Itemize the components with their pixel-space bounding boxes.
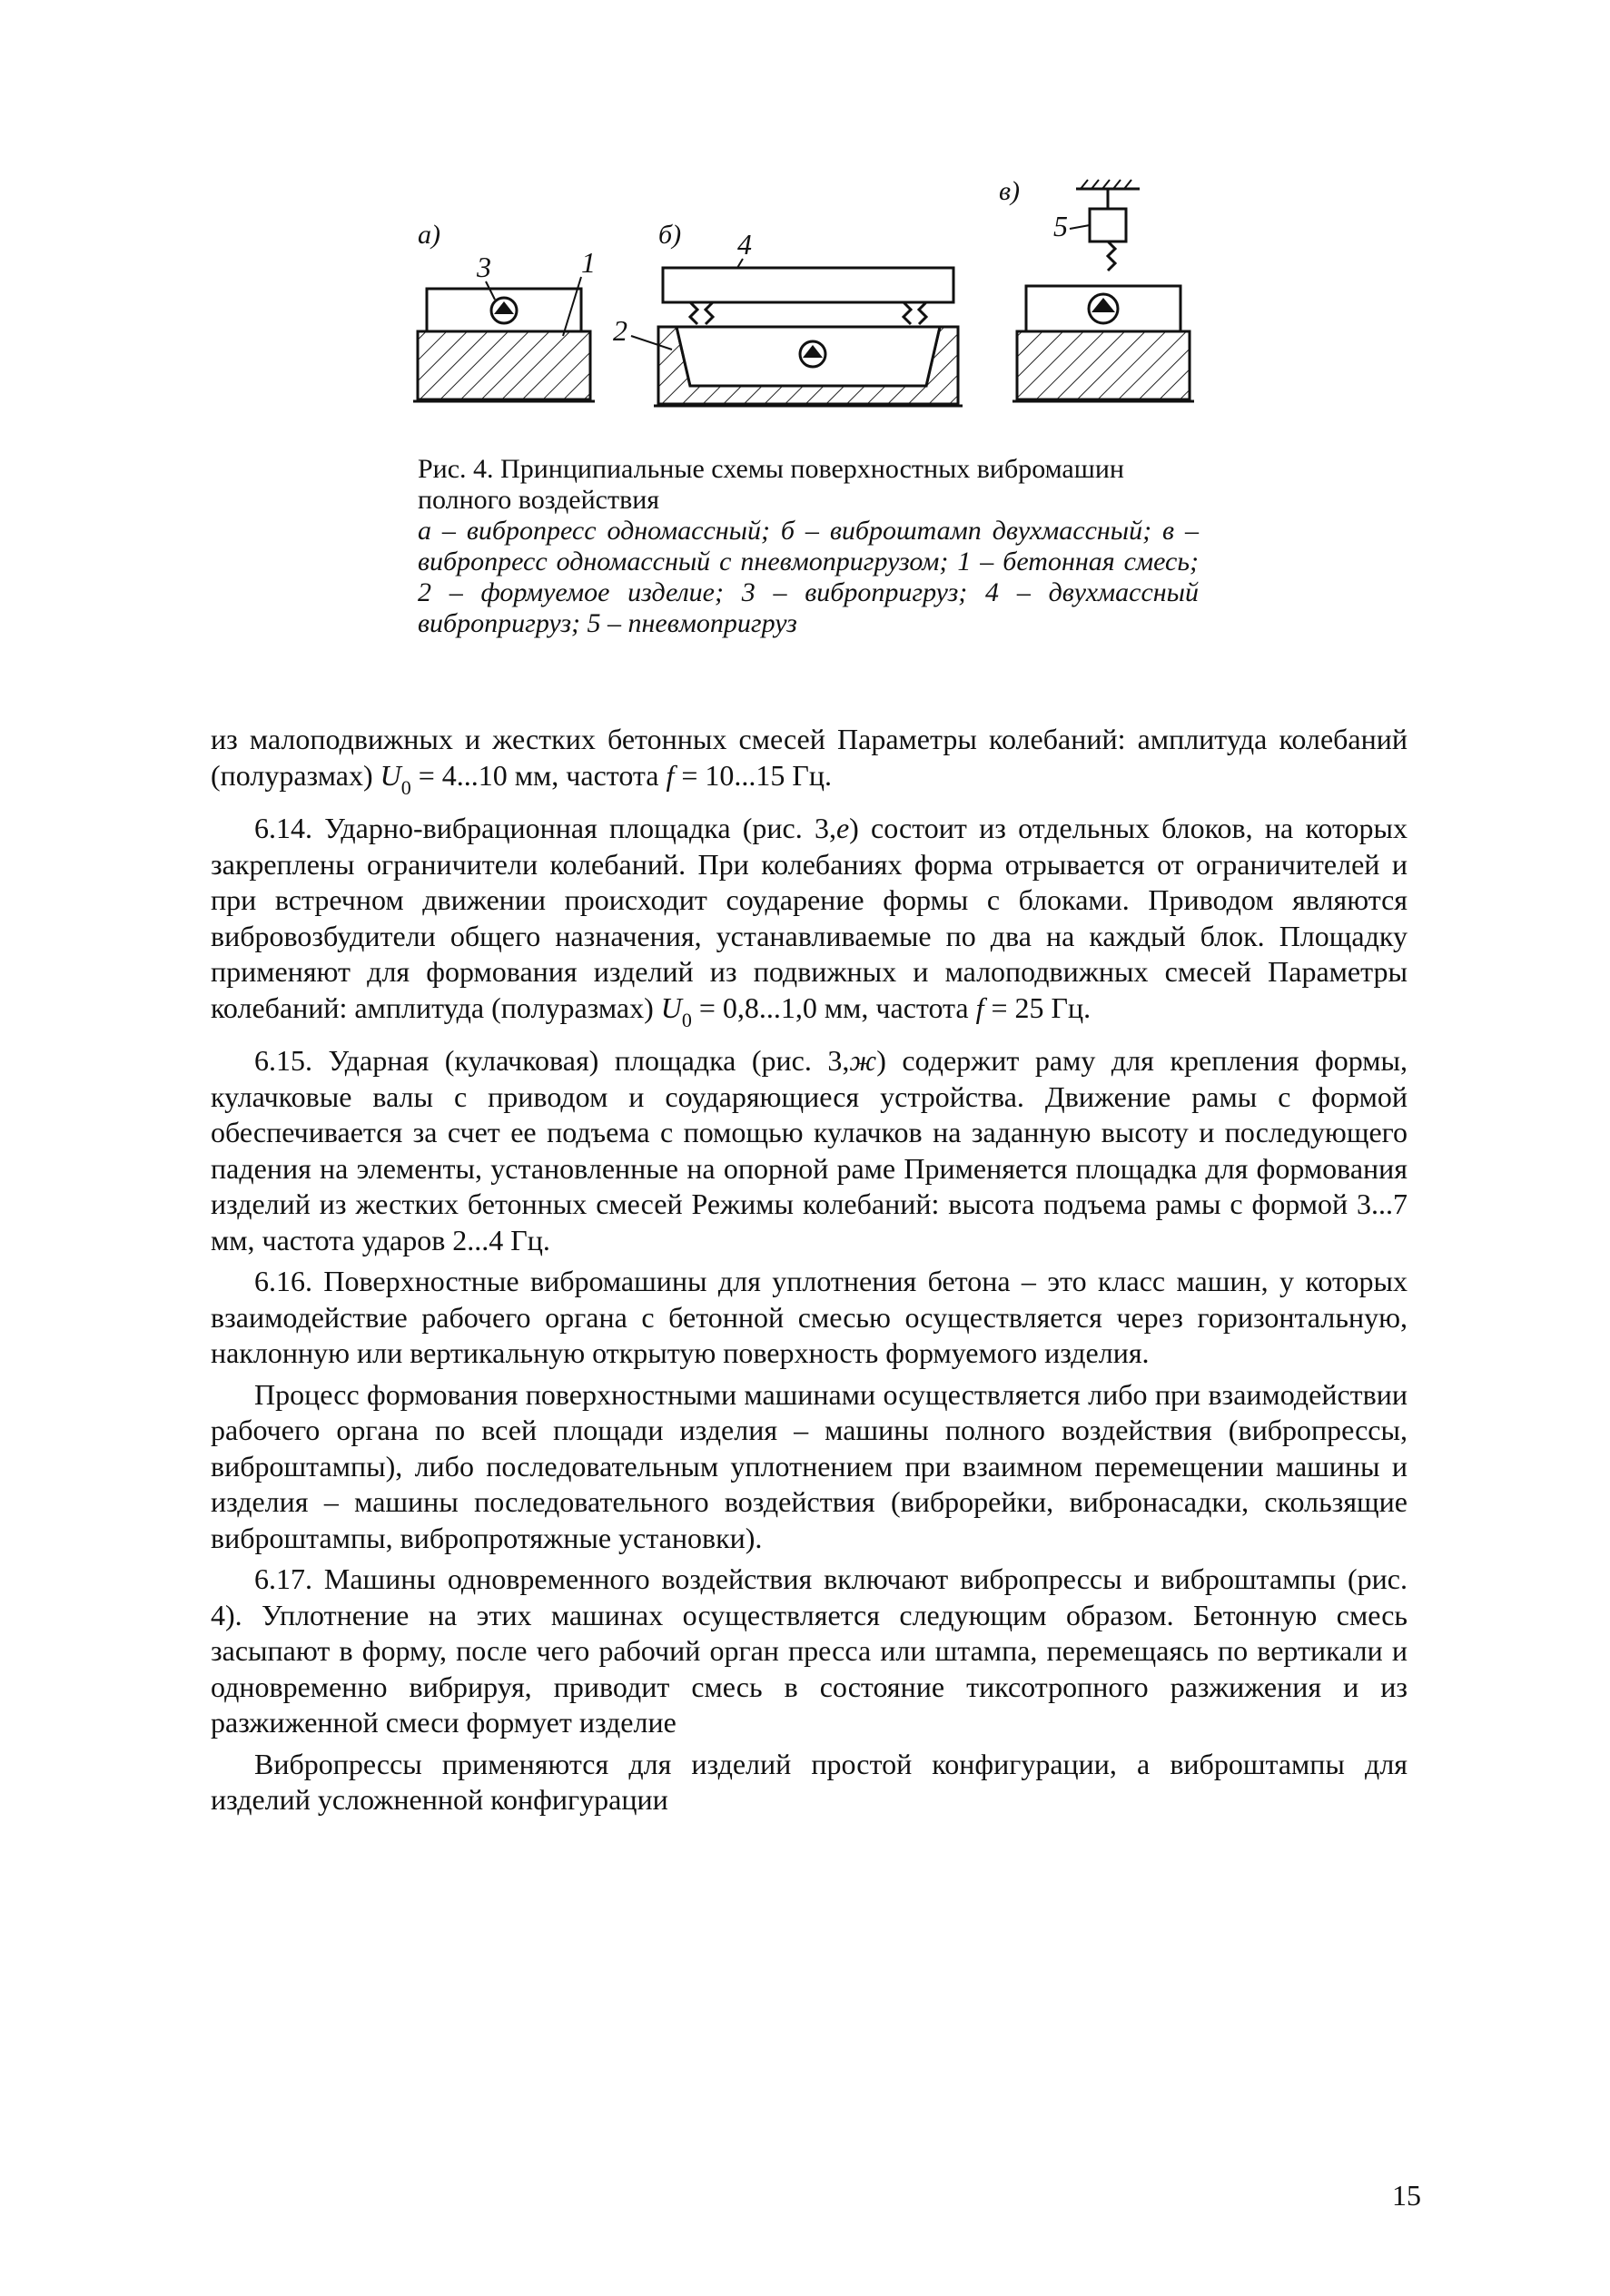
caption-title: Рис. 4. Принципиальные схемы поверхностных вибромашин полного воздействия [418,454,1124,515]
part-number-1: 1 [581,246,596,279]
text-span: ) содержит раму для крепления формы, кулачковые валы с приводом и соударяющиеся устройства. Движение рамы с формой обеспечивается за счет ее подъема с помощью кулачков на заданную высоту и последующего падения на элементы, установленные на опорной раме Применяется площадка для формования изделий из жестких бетонных смесей Режимы колебаний: высота подъема рамы с формой 3...7 мм, частота ударов 2...4 Гц. [211,1044,1408,1256]
panel-b [613,220,963,406]
figure-ref-letter: е [835,812,850,844]
figure-caption [418,454,1199,639]
paragraph-process: Процесс формования поверхностными машинами осуществляется либо при взаимодействии рабочего органа по всей площади изделия – машины полного воздействия (вибропрессы, виброштампы), либо последовательным уплотнением при взаимном перемещении машины и изделия – машины последовательного воздействия (виброрейки, вибронасадки, скользящие виброштампы, вибропротяжные установки). [211,1377,1408,1554]
leader-line [1070,225,1090,229]
panel-a [413,220,596,401]
text-span: = 10...15 Гц. [674,758,833,792]
paragraph-6-14 [211,811,1408,1038]
body-text [211,722,1408,1818]
spring-icon [1108,241,1115,271]
figure-drawing [400,172,1253,445]
text-span: = 25 Гц. [983,990,1091,1024]
symbol-u: U [380,758,401,792]
text-span: 6.15. Ударная (кулачковая) площадка (рис. 3, [254,1044,850,1077]
spring-right-icon [904,302,926,324]
pneumatic-cylinder [1090,209,1126,241]
figure-ref-letter: ж [849,1044,877,1077]
spring-left-icon [690,302,713,324]
symbol-f: f [666,758,675,792]
part-number-3: 3 [477,251,491,283]
panel-label-a: а) [418,220,440,250]
part-number-2: 2 [613,314,627,347]
text-span: = 0,8...1,0 мм, частота [691,990,976,1024]
figure-vibromachine-schemes [400,172,1253,445]
symbol-u: U [660,990,682,1024]
paragraph-continuation [211,722,1408,805]
text-span: ) состоит из отдельных блоков, на которых закреплены ограничители колебаний. При колебаниях форма отрывается от ограничителей и при встречном движении происходит соударение формы с блоками. Приводом являются вибровозбудители общего назначения, устанавливаемые по два на каждый блок. Площадку применяют для формования изделий из подвижных и малоподвижных смесей Параметры колебаний: амплитуда (полуразмах) [211,812,1408,1024]
caption-legend: а – вибропресс одномассный; б – виброштамп двухмассный; в – вибропресс одномассный с пневмопригрузом; 1 – бетонная смесь; 2 – формуемое изделие; 3 – вибропригруз; 4 – двухмассный вибропригруз; 5 – пневмопригруз [418,516,1199,638]
paragraph-6-16: 6.16. Поверхностные вибромашины для уплотнения бетона – это класс машин, у которых взаимодействие рабочего органа с бетонной смесью осуществляется через горизонтальную, наклонную или вертикальную открытую поверхность формуемого изделия. [211,1265,1408,1369]
part-number-4: 4 [737,228,752,261]
upper-vibroload [663,268,953,302]
concrete-mix-hatch [1017,331,1190,399]
panel-label-c: в) [999,176,1021,206]
symbol-f: f [975,990,984,1024]
subscript: 0 [400,775,411,799]
subscript: 0 [681,1008,692,1031]
paragraph-6-17: 6.17. Машины одновременного воздействия включают вибропрессы и виброштампы (рис. 4). Уплотнение на этих машинах осуществляется следующим образом. Бетонную смесь засыпают в форму, после чего рабочий орган пресса или штампа, перемещаясь по вертикали и одновременно вибрируя, приводит смесь в состояние тиксотропного разжижения и из разжиженной смеси формует изделие [211,1562,1408,1739]
page-number: 15 [1392,2179,1421,2212]
concrete-mix-hatch [418,331,590,399]
part-number-5: 5 [1053,210,1068,242]
panel-label-b: б) [658,220,682,250]
paragraph-vibropresses: Вибропрессы применяются для изделий простой конфигурации, а виброштампы для изделий усложненной конфигурации [211,1747,1408,1816]
paragraph-6-15 [211,1043,1408,1258]
text-span: = 4...10 мм, частота [410,758,667,792]
text-span: 6.14. Ударно-вибрационная площадка (рис. 3, [254,812,836,844]
panel-c [999,176,1194,401]
text-span: из малоподвижных и жестких бетонных смесей Параметры колебаний: амплитуда колебаний (полуразмах) [211,723,1408,792]
